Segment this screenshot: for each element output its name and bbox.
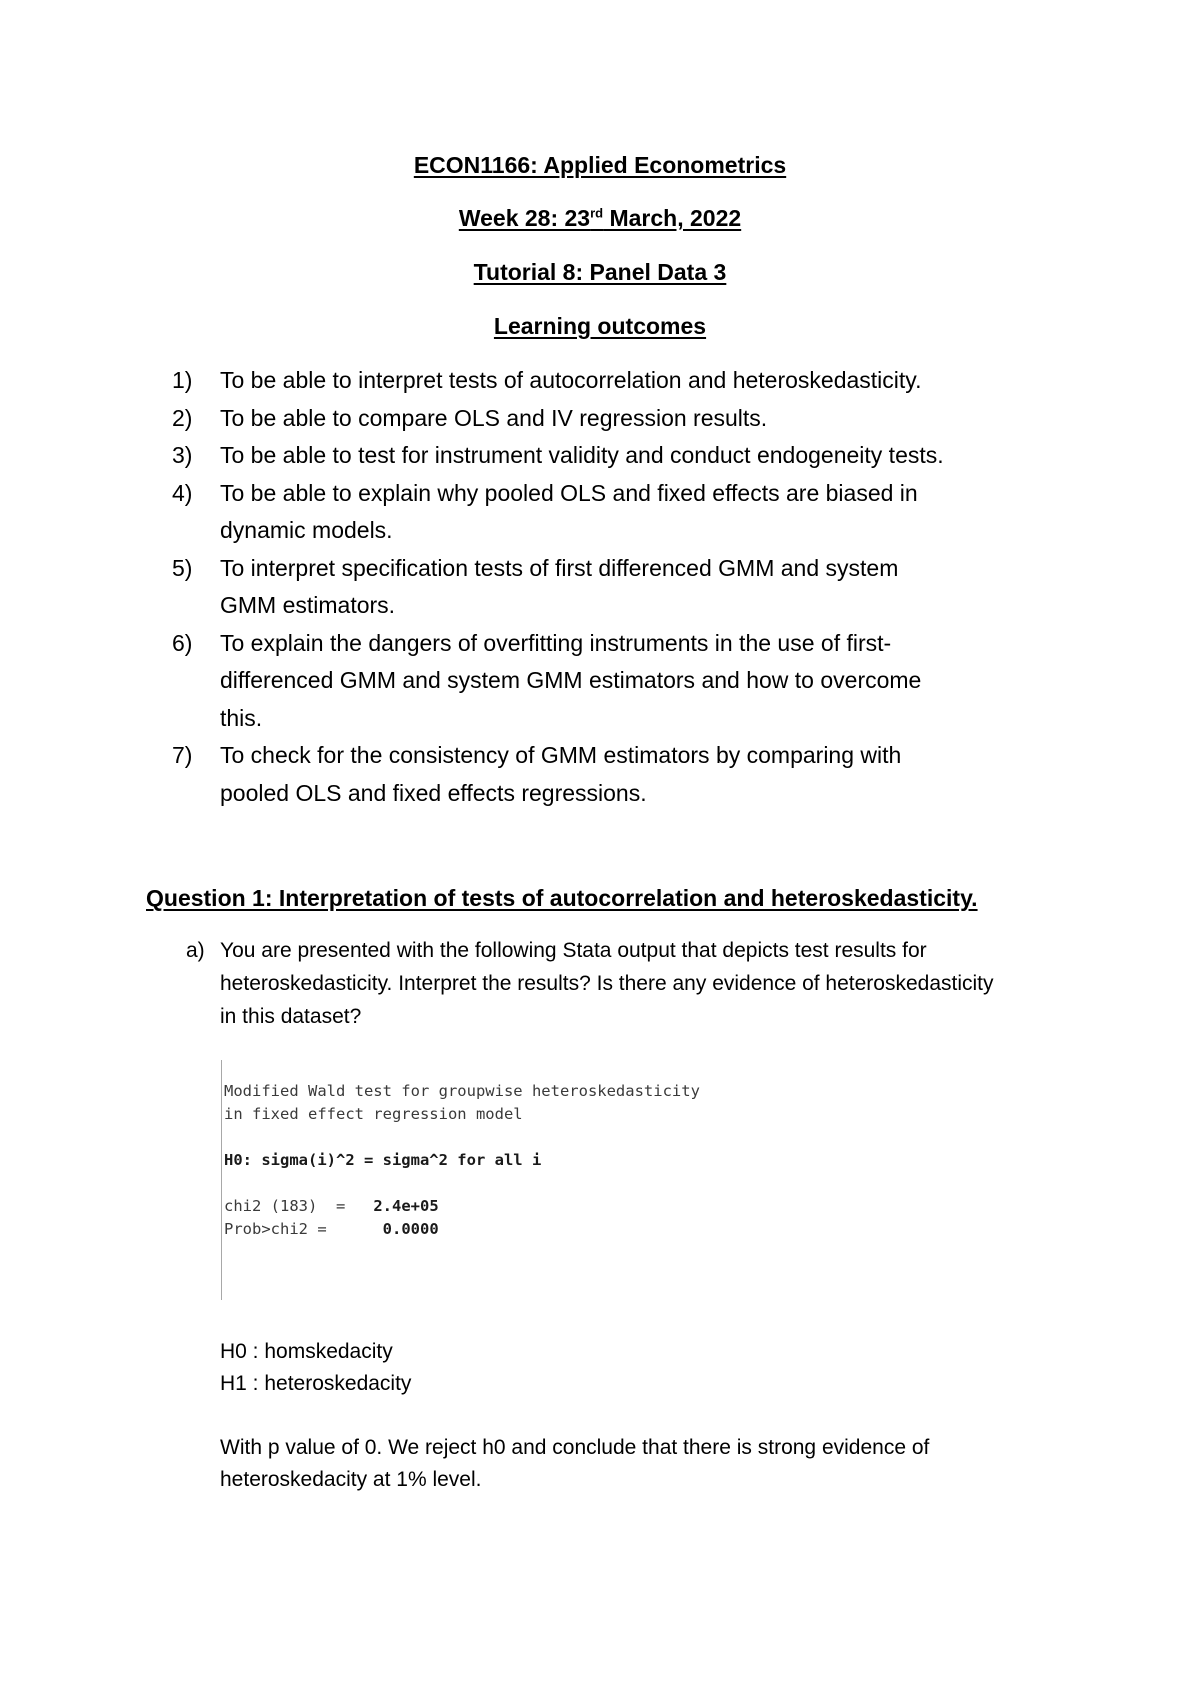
week-ordinal-suffix: rd — [590, 205, 604, 221]
answer-line: heteroskedacity at 1% level. — [220, 1468, 482, 1491]
question-1-title: Question 1: Interpretation of tests of autocorrelation and heteroskedasticity. — [146, 885, 978, 911]
list-item-text: pooled OLS and fixed effects regressions. — [220, 779, 647, 806]
list-number: 4) — [172, 479, 193, 506]
list-item — [172, 737, 1072, 812]
answer-h1: H1 : heteroskedacity — [220, 1372, 412, 1395]
stata-chi2-label: chi2 (183) = — [224, 1197, 346, 1215]
list-item-text: To explain the dangers of overfitting instruments in the use of first- — [220, 629, 892, 656]
week-prefix: Week 28: 23 — [458, 205, 591, 231]
stata-prob-value: 0.0000 — [382, 1220, 439, 1238]
question-line: in this dataset? — [220, 1005, 362, 1028]
part-letter: a) — [186, 939, 205, 962]
list-item-text: this. — [220, 704, 263, 731]
question-1a-text — [186, 934, 1066, 1033]
answer-conclusion — [220, 1432, 1100, 1496]
stata-h0: H0: sigma(i)^2 = sigma^2 for all i — [224, 1151, 542, 1169]
tutorial-title: Tutorial 8: Panel Data 3 — [473, 259, 727, 285]
learning-outcomes-list — [172, 362, 1072, 812]
list-item-text: To interpret specification tests of first differenced GMM and system — [220, 554, 899, 581]
learning-outcomes-title: Learning outcomes — [493, 313, 707, 339]
list-item-text: To be able to compare OLS and IV regression results. — [220, 404, 768, 431]
list-item-text: To check for the consistency of GMM estimators by comparing with — [220, 742, 902, 768]
list-item — [172, 437, 1072, 475]
stata-prob-label: Prob>chi2 = — [224, 1220, 327, 1238]
week-date — [0, 205, 1200, 232]
list-number: 6) — [172, 629, 193, 656]
list-item — [172, 400, 1072, 438]
list-item-text: To be able to explain why pooled OLS and fixed effects are biased in — [220, 479, 918, 506]
stata-line: Modified Wald test for groupwise heteroskedasticity — [224, 1082, 700, 1100]
stata-chi2-value: 2.4e+05 — [373, 1197, 439, 1215]
stata-line: in fixed effect regression model — [224, 1105, 523, 1123]
answer-h0: H0 : homskedacity — [220, 1340, 393, 1363]
list-item-text: dynamic models. — [220, 517, 393, 543]
list-number: 7) — [172, 742, 193, 768]
week-suffix: March, 2022 — [603, 205, 742, 231]
answer-line: With p value of 0. We reject h0 and conclude that there is strong evidence of — [220, 1436, 930, 1459]
stata-output-screenshot — [221, 1060, 742, 1300]
course-title: ECON1166: Applied Econometrics — [413, 152, 787, 178]
list-item — [172, 625, 1072, 738]
list-item — [172, 362, 1072, 400]
list-number: 5) — [172, 554, 193, 581]
list-item-text: differenced GMM and system GMM estimators and how to overcome — [220, 667, 922, 693]
list-item-text: GMM estimators. — [220, 592, 396, 618]
list-item — [172, 475, 1072, 550]
question-1a — [186, 934, 1066, 1033]
list-number: 1) — [172, 367, 193, 393]
list-number: 3) — [172, 442, 193, 468]
question-line: heteroskedasticity. Interpret the results? Is there any evidence of heteroskedasticity — [220, 972, 994, 995]
list-number: 2) — [172, 404, 193, 431]
list-item — [172, 550, 1072, 625]
list-item-text: To be able to interpret tests of autocorrelation and heteroskedasticity. — [220, 367, 922, 393]
list-item-text: To be able to test for instrument validity and conduct endogeneity tests. — [220, 442, 944, 468]
question-line: You are presented with the following Stata output that depicts test results for — [220, 939, 927, 962]
